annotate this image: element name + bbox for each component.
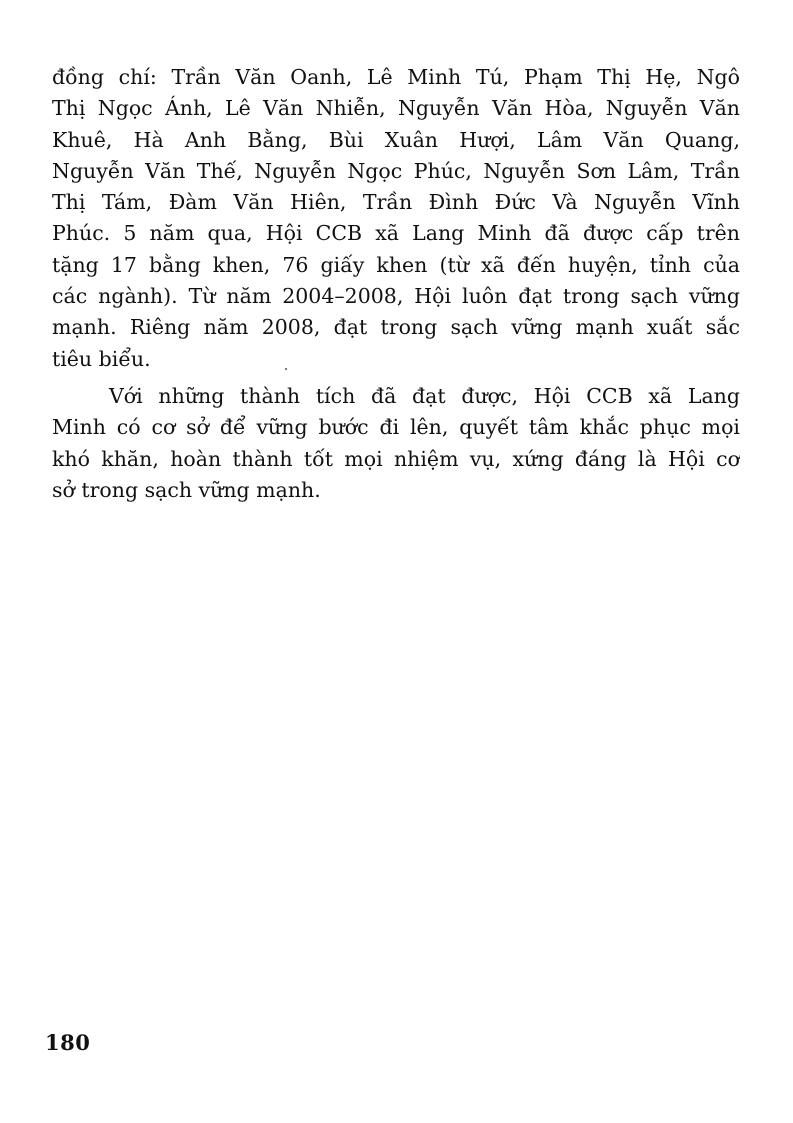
text-line: mạnh. Riêng năm 2008, đạt trong sạch vững mạnh xuất sắc xyxy=(52,315,740,340)
body-text xyxy=(52,62,740,506)
text-line: tặng 17 bằng khen, 76 giấy khen (từ xã đến huyện, tỉnh của xyxy=(52,252,740,277)
text-line: Khuê, Hà Anh Bằng, Bùi Xuân Hượi, Lâm Văn Quang, xyxy=(52,127,740,152)
text-line: khó khăn, hoàn thành tốt mọi nhiệm vụ, xứng đáng là Hội cơ xyxy=(52,446,740,471)
text-line: tiêu biểu. xyxy=(52,346,151,371)
text-line: Thị Tám, Đàm Văn Hiên, Trần Đình Đức Và Nguyễn Vĩnh xyxy=(52,190,740,215)
paragraph-2 xyxy=(52,381,740,506)
paragraph-1 xyxy=(52,62,740,375)
text-line: Nguyễn Văn Thế, Nguyễn Ngọc Phúc, Nguyễn Sơn Lâm, Trần xyxy=(52,158,740,183)
text-line: Thị Ngọc Ánh, Lê Văn Nhiễn, Nguyễn Văn Hòa, Nguyễn Văn xyxy=(52,96,740,121)
page-number: 180 xyxy=(45,1030,91,1055)
text-line: Minh có cơ sở để vững bước đi lên, quyết tâm khắc phục mọi xyxy=(52,415,740,440)
text-line: đồng chí: Trần Văn Oanh, Lê Minh Tú, Phạm Thị Hẹ, Ngô xyxy=(52,65,740,89)
text-line: sở trong sạch vững mạnh. xyxy=(52,477,321,502)
text-line: Phúc. 5 năm qua, Hội CCB xã Lang Minh đã được cấp trên xyxy=(52,221,740,246)
scan-speck xyxy=(285,368,287,370)
text-line: các ngành). Từ năm 2004–2008, Hội luôn đạt trong sạch vững xyxy=(52,284,740,309)
text-line: Với những thành tích đã đạt được, Hội CCB xã Lang xyxy=(109,383,740,408)
